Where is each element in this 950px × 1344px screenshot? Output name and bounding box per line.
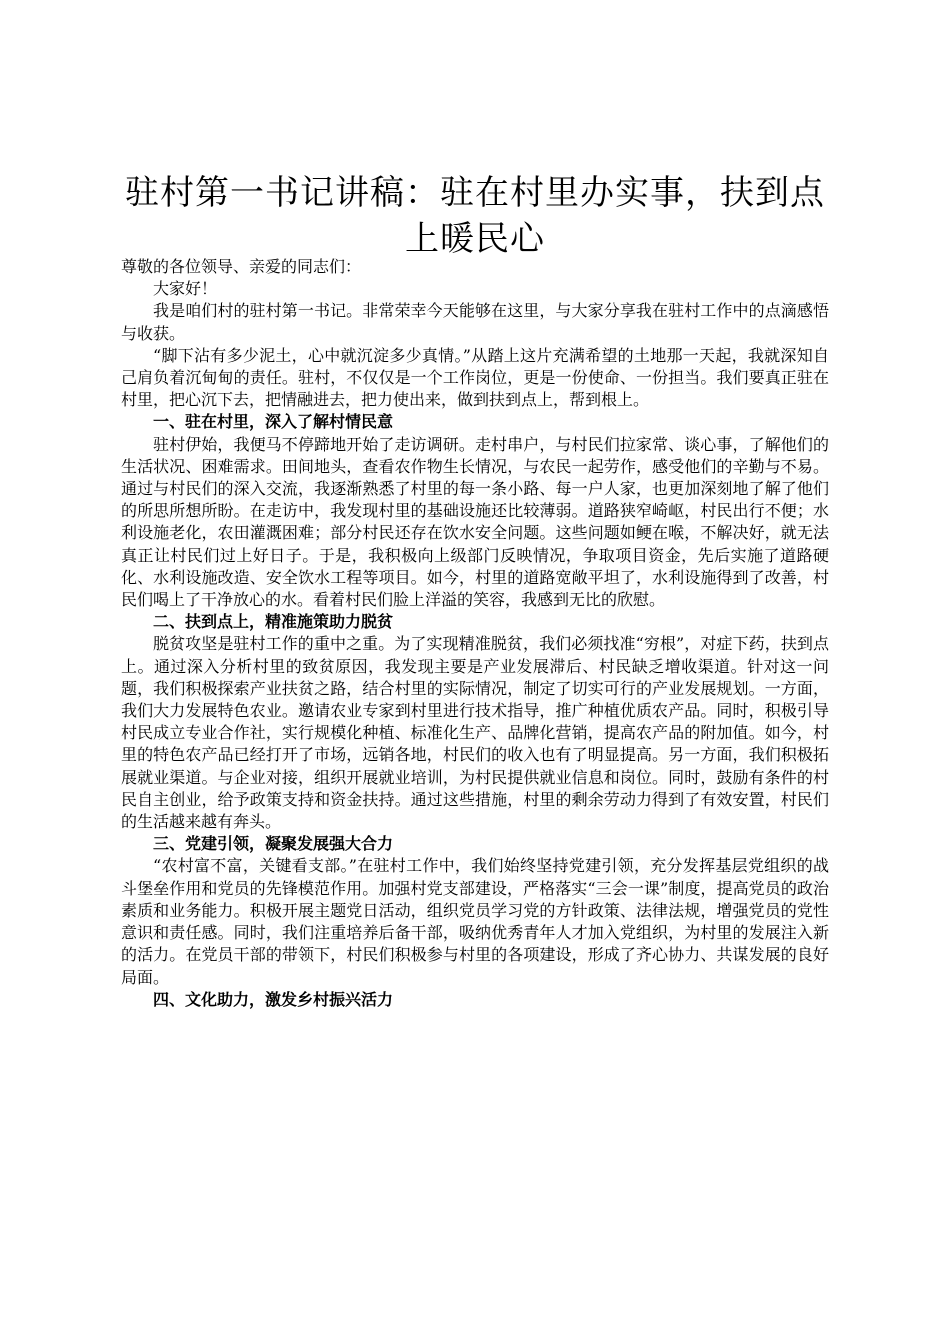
intro-paragraph: “脚下沾有多少泥土，心中就沉淀多少真情。”从踏上这片充满希望的土地那一天起，我就深知自己肩负着沉甸甸的责任。驻村，不仅仅是一个工作岗位，更是一份使命、一份担当。我们要真正驻在村里，把心沉下去，把情融进去，把力使出来，做到扶到点上，帮到根上。 bbox=[121, 345, 829, 410]
document-title: 驻村第一书记讲稿：驻在村里办实事，扶到点上暖民心 bbox=[125, 173, 825, 259]
section-heading: 四、文化助力，激发乡村振兴活力 bbox=[153, 989, 394, 1009]
section-heading: 三、党建引领，凝聚发展强大合力 bbox=[153, 834, 394, 854]
intro-paragraph: 我是咱们村的驻村第一书记。非常荣幸今天能够在这里，与大家分享我在驻村工作中的点滴感悟与收获。 bbox=[121, 301, 829, 343]
section-heading: 一、驻在村里，深入了解村情民意 bbox=[153, 412, 394, 432]
document-body bbox=[121, 256, 829, 1011]
section-heading: 二、扶到点上，精准施策助力脱贫 bbox=[153, 612, 394, 632]
section-paragraph: 脱贫攻坚是驻村工作的重中之重。为了实现精准脱贫，我们必须找准“穷根”，对症下药，扶到点上。通过深入分析村里的致贫原因，我发现主要是产业发展滞后、村民缺乏增收渠道。针对这一问题，我们积极探索产业扶贫之路，结合村里的实际情况，制定了切实可行的产业发展规划。一方面，我们大力发展特色农业。邀请农业专家到村里进行技术指导，推广种植优质农产品。同时，积极引导村民成立专业合作社，实行规模化种植、标准化生产、品牌化营销，提高农产品的附加值。如今，村里的特色农产品已经打开了市场，远销各地，村民们的收入也有了明显提高。另一方面，我们积极拓展就业渠道。与企业对接，组织开展就业培训，为村民提供就业信息和岗位。同时，鼓励有条件的村民自主创业，给予政策支持和资金扶持。通过这些措施，村里的剩余劳动力得到了有效安置，村民们的生活越来越有奔头。 bbox=[121, 634, 829, 832]
section-paragraph: “农村富不富，关键看支部。”在驻村工作中，我们始终坚持党建引领，充分发挥基层党组织的战斗堡垒作用和党员的先锋模范作用。加强村党支部建设，严格落实“三会一课”制度，提高党员的政治素质和业务能力。积极开展主题党日活动，组织党员学习党的方针政策、法律法规，增强党员的党性意识和责任感。同时，我们注重培养后备干部，吸纳优秀青年人才加入党组织，为村里的发展注入新的活力。在党员干部的带领下，村民们积极参与村里的各项建设，形成了齐心协力、共谋发展的良好局面。 bbox=[121, 856, 829, 987]
greeting: 大家好！ bbox=[153, 279, 218, 299]
salutation: 尊敬的各位领导、亲爱的同志们： bbox=[121, 257, 362, 276]
section-paragraph: 驻村伊始，我便马不停蹄地开始了走访调研。走村串户，与村民们拉家常、谈心事，了解他们的生活状况、困难需求。田间地头，查看农作物生长情况，与农民一起劳作，感受他们的辛勤与不易。通过与村民们的深入交流，我逐渐熟悉了村里的每一条小路、每一户人家，也更加深刻地了解了他们的所思所想所盼。在走访中，我发现村里的基础设施还比较薄弱。道路狭窄崎岖，村民出行不便；水利设施老化，农田灌溉困难；部分村民还存在饮水安全问题。这些问题如鲠在喉，不解决好，就无法真正让村民们过上好日子。于是，我积极向上级部门反映情况，争取项目资金，先后实施了道路硬化、水利设施改造、安全饮水工程等项目。如今，村里的道路宽敞平坦了，水利设施得到了改善，村民们喝上了干净放心的水。看着村民们脸上洋溢的笑容，我感到无比的欣慰。 bbox=[121, 434, 829, 610]
